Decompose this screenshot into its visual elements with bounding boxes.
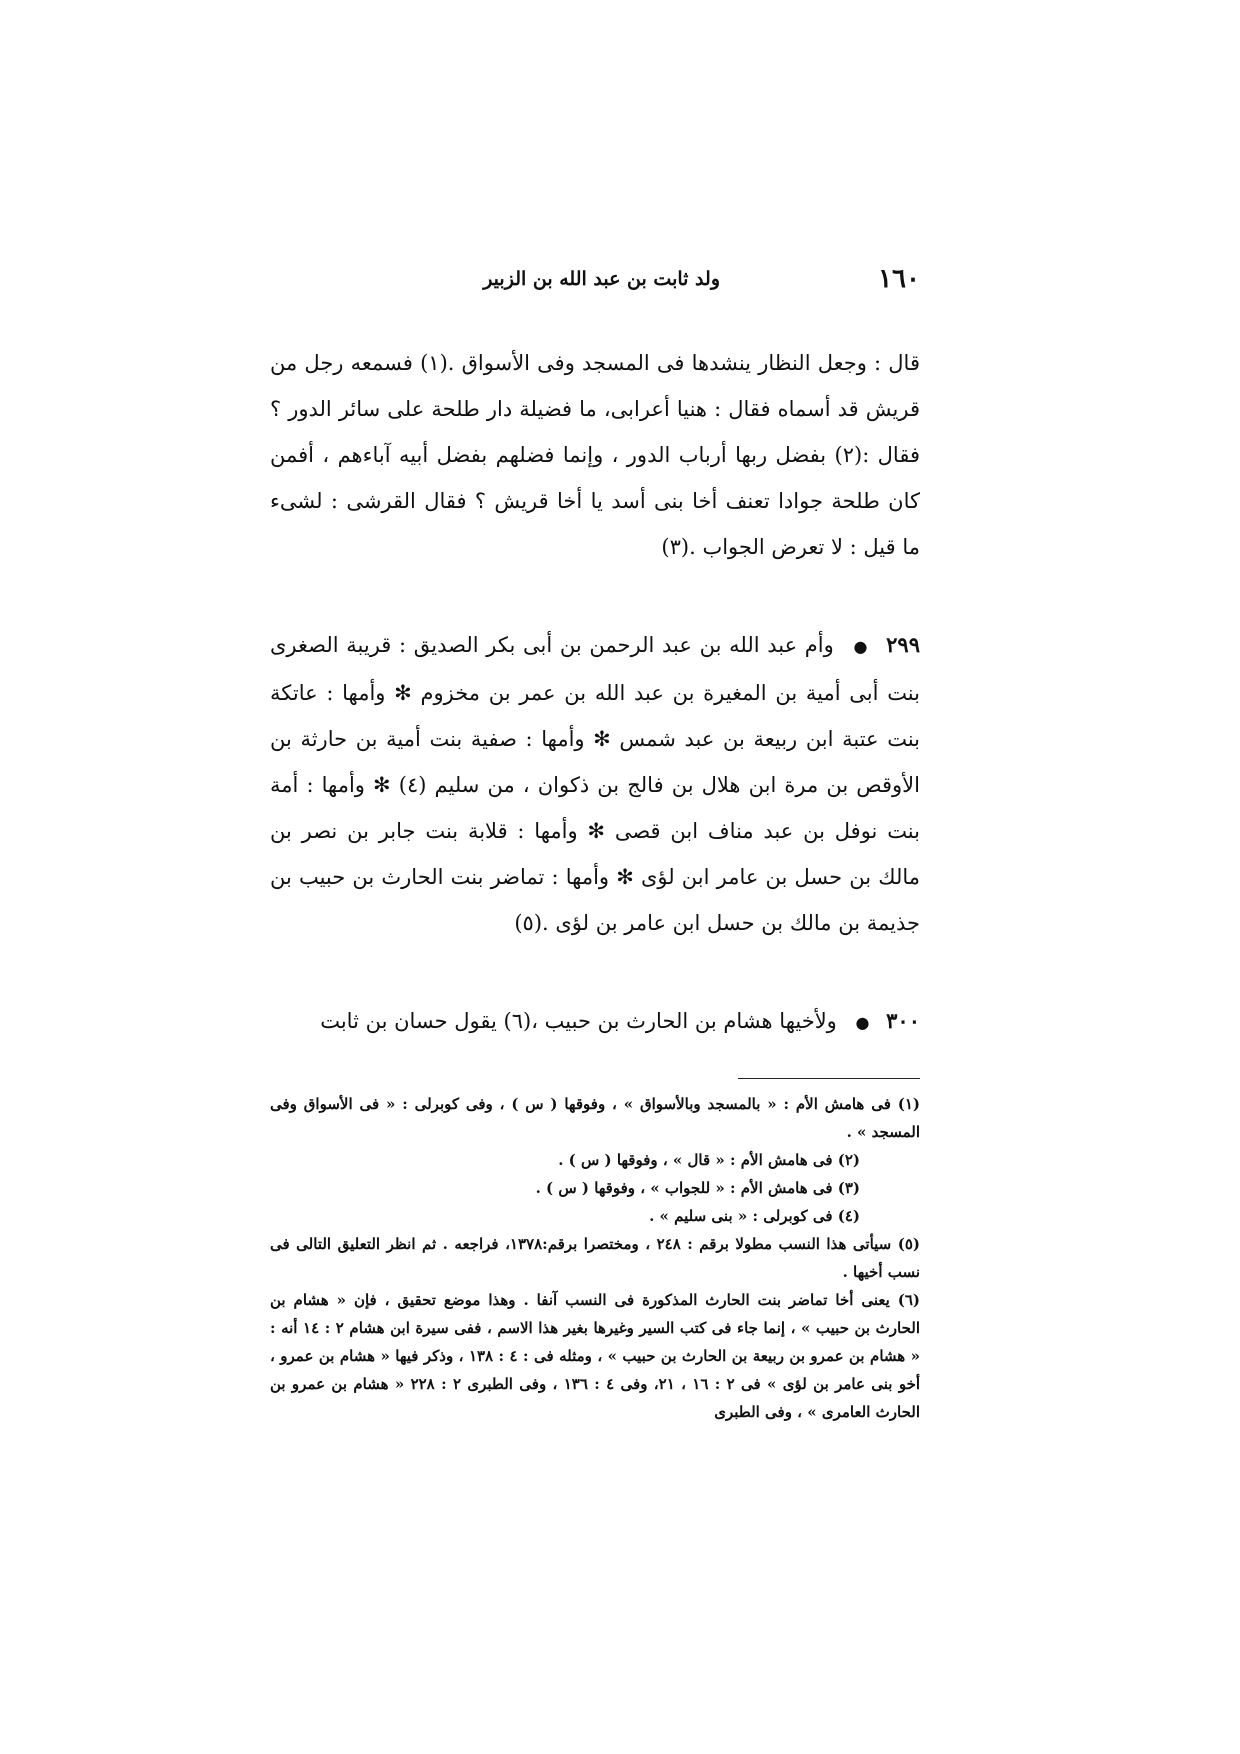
- footnotes: [270, 1090, 920, 1426]
- footnote-5: (٥) سيأتى هذا النسب مطولا برقم : ٢٤٨ ، ومختصرا برقم:١٣٧٨، فراجعه . ثم انظر التعليق التالى فى نسب أخيها .: [270, 1235, 921, 1281]
- footnote-3: (٣) فى هامش الأم : « للجواب » ، وفوقها ( س ) .: [535, 1179, 860, 1197]
- entry-number: ٢٩٩: [886, 632, 920, 657]
- paragraph-text: وأم عبد الله بن عبد الرحمن بن أبى بكر الصديق : قريبة الصغرى بنت أبى أمية بن المغيرة بن عبد الله بن عمر بن مخزوم ✻ وأمها : عاتكة بنت عتبة ابن ربيعة بن عبد شمس ✻ وأمها : صفية بنت أمية بن حارثة بن الأوقص بن مرة ابن هلال بن فالج بن ذكوان ، من سليم (٤) ✻ وأمها : أمة بنت نوفل بن عبد مناف ابن قصى ✻ وأمها : قلابة بنت جابر بن نصر بن مالك بن حسل بن عامر ابن لؤى ✻ وأمها : تماضر بنت الحارث بن حبيب بن جذيمة بن مالك بن حسل ابن عامر بن لؤى .(٥): [270, 633, 920, 935]
- paragraph-text: قال : وجعل النظار ينشدها فى المسجد وفى الأسواق .(١) فسمعه رجل من قريش قد أسماه فقال : هنيا أعرابى، ما فضيلة دار طلحة على سائر الدور ؟ فقال :(٢) بفضل ربها أرباب الدور ، وإنما فضلهم بفضل أبيه آباءهم ، أفمن كان طلحة جوادا تعنف أخا بنى أسد يا أخا قريش ؟ فقال القرشى : لشىء ما قيل : لا تعرض الجواب .(٣): [270, 351, 920, 559]
- footnote-2: (٢) فى هامش الأم : « قال » ، وفوقها ( س ) .: [558, 1151, 860, 1169]
- footnote-separator: [738, 1078, 920, 1079]
- paragraph-narrative: [270, 340, 920, 570]
- paragraph-text: ولأخيها هشام بن الحارث بن حبيب ،(٦) يقول حسان بن ثابت: [320, 1009, 837, 1033]
- footnote-4: (٤) فى كوبرلى : « بنى سليم » .: [649, 1207, 860, 1225]
- paragraph-entry-300: [270, 998, 920, 1046]
- bullet-icon: ●: [853, 637, 869, 656]
- footnote-1: (١) فى هامش الأم : « بالمسجد وبالأسواق » ، وفوقها ( س ) ، وفى كوبرلى : « فى الأسواق وفى المسجد » .: [270, 1095, 920, 1141]
- bullet-icon: ●: [855, 1013, 870, 1032]
- page-header: [270, 264, 920, 304]
- entry-number: ٣٠٠: [886, 1008, 920, 1033]
- paragraph-entry-299: [270, 622, 920, 946]
- footnote-6: (٦) يعنى أخا تماضر بنت الحارث المذكورة فى النسب آنفا . وهذا موضع تحقيق ، فإن « هشام بن الحارث بن حبيب » ، إنما جاء فى كتب السير وغيرها بغير هذا الاسم ، ففى سيرة ابن هشام ٢ : ١٤ أنه : « هشام بن عمرو بن ربيعة بن الحارث بن حبيب » ، ومثله فى : ٤ : ١٣٨ ، وذكر فيها « هشام بن عمرو ، أخو بنى عامر بن لؤى » فى ٢ : ١٦ ، ٢١، وفى ٤ : ١٣٦ ، وفى الطبرى ٢ : ٢٢٨ « هشام بن عمرو بن الحارث العامرى » ، وفى الطبرى: [270, 1291, 921, 1421]
- page-number: ١٦٠: [878, 264, 920, 294]
- running-title: ولد ثابت بن عبد الله بن الزبير: [483, 268, 720, 290]
